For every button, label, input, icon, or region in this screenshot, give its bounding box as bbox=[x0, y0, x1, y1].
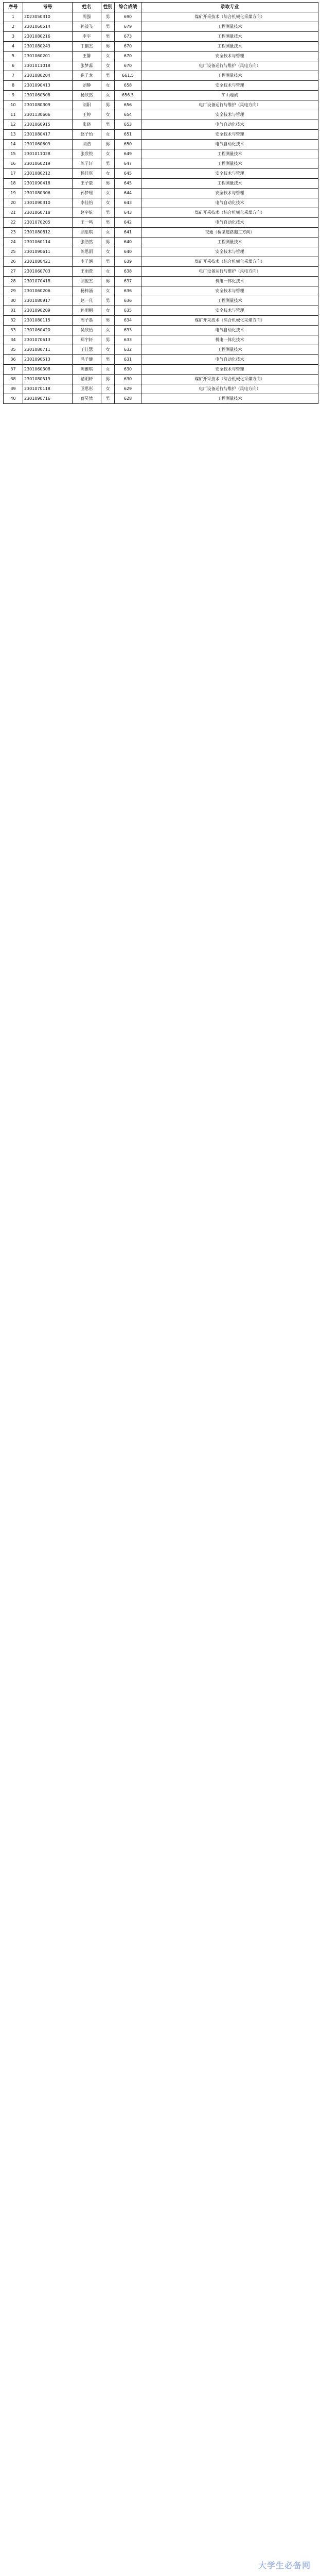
cell-gender: 男 bbox=[101, 316, 115, 326]
table-row bbox=[4, 394, 318, 404]
cell-major: 煤矿开采技术（综合机械化采煤方向） bbox=[141, 12, 318, 22]
cell-score: 639 bbox=[115, 257, 141, 267]
cell-exam-number: 2301060514 bbox=[23, 22, 73, 32]
cell-score: 632 bbox=[115, 345, 141, 355]
cell-gender: 女 bbox=[101, 130, 115, 140]
cell-name: 丁鹏杰 bbox=[73, 42, 101, 52]
cell-index: 16 bbox=[4, 159, 23, 169]
cell-name: 王婷 bbox=[73, 110, 101, 120]
cell-major: 工程测量技术 bbox=[141, 149, 318, 159]
cell-index: 17 bbox=[4, 169, 23, 179]
cell-name: 赵一凡 bbox=[73, 296, 101, 306]
cell-exam-number: 2301080115 bbox=[23, 316, 73, 326]
table-row bbox=[4, 326, 318, 335]
cell-major: 煤矿开采技术（综合机械化采煤方向） bbox=[141, 257, 318, 267]
cell-exam-number: 2301060201 bbox=[23, 52, 73, 61]
cell-name: 王一鸣 bbox=[73, 218, 101, 228]
admission-table bbox=[3, 2, 318, 404]
cell-exam-number: 2301130606 bbox=[23, 110, 73, 120]
cell-major: 电气自动化技术 bbox=[141, 198, 318, 208]
table-row bbox=[4, 100, 318, 110]
cell-index: 7 bbox=[4, 71, 23, 81]
cell-score: 634 bbox=[115, 316, 141, 326]
cell-gender: 女 bbox=[101, 52, 115, 61]
cell-exam-number: 2301060609 bbox=[23, 140, 73, 149]
cell-exam-number: 2301060114 bbox=[23, 238, 73, 247]
cell-major: 工程测量技术 bbox=[141, 42, 318, 52]
table-row bbox=[4, 179, 318, 189]
cell-score: 643 bbox=[115, 208, 141, 218]
cell-gender: 男 bbox=[101, 375, 115, 384]
cell-score: 633 bbox=[115, 326, 141, 335]
cell-major: 交通（桥梁道路施工方向） bbox=[141, 228, 318, 238]
table-row bbox=[4, 257, 318, 267]
table-row bbox=[4, 296, 318, 306]
cell-name: 卫思彤 bbox=[73, 384, 101, 394]
cell-index: 9 bbox=[4, 91, 23, 100]
cell-score: 631 bbox=[115, 355, 141, 365]
cell-index: 32 bbox=[4, 316, 23, 326]
cell-gender: 男 bbox=[101, 179, 115, 189]
cell-major: 安全技术与管理 bbox=[141, 169, 318, 179]
cell-name: 陈思雨 bbox=[73, 247, 101, 257]
cell-exam-number: 2301090716 bbox=[23, 394, 73, 404]
cell-index: 11 bbox=[4, 110, 23, 120]
table-row bbox=[4, 238, 318, 247]
cell-gender: 女 bbox=[101, 91, 115, 100]
cell-major: 机电一体化技术 bbox=[141, 335, 318, 345]
table-row bbox=[4, 345, 318, 355]
cell-major: 电气自动化技术 bbox=[141, 218, 318, 228]
cell-major: 安全技术与管理 bbox=[141, 189, 318, 198]
cell-major: 工程测量技术 bbox=[141, 22, 318, 32]
cell-exam-number: 2301080306 bbox=[23, 189, 73, 198]
cell-index: 14 bbox=[4, 140, 23, 149]
cell-index: 20 bbox=[4, 198, 23, 208]
cell-exam-number: 2301060703 bbox=[23, 267, 73, 277]
cell-score: 637 bbox=[115, 277, 141, 286]
cell-name: 刘阳 bbox=[73, 100, 101, 110]
table-row bbox=[4, 120, 318, 130]
cell-name: 冯子健 bbox=[73, 355, 101, 365]
cell-major: 工程测量技术 bbox=[141, 238, 318, 247]
header-gender: 性别 bbox=[101, 3, 115, 12]
cell-name: 刘思琪 bbox=[73, 228, 101, 238]
cell-major: 煤矿开采技术（综合机械化采煤方向） bbox=[141, 208, 318, 218]
table-row bbox=[4, 208, 318, 218]
cell-name: 王子豪 bbox=[73, 179, 101, 189]
cell-name: 李佳怡 bbox=[73, 198, 101, 208]
cell-index: 36 bbox=[4, 355, 23, 365]
cell-exam-number: 2301070418 bbox=[23, 277, 73, 286]
cell-score: 630 bbox=[115, 365, 141, 375]
cell-index: 18 bbox=[4, 179, 23, 189]
cell-index: 13 bbox=[4, 130, 23, 140]
cell-score: 643 bbox=[115, 198, 141, 208]
cell-index: 35 bbox=[4, 345, 23, 355]
cell-index: 22 bbox=[4, 218, 23, 228]
cell-index: 25 bbox=[4, 247, 23, 257]
cell-exam-number: 2301070205 bbox=[23, 218, 73, 228]
table-row bbox=[4, 228, 318, 238]
cell-score: 629 bbox=[115, 384, 141, 394]
cell-score: 641 bbox=[115, 228, 141, 238]
cell-gender: 男 bbox=[101, 22, 115, 32]
cell-index: 30 bbox=[4, 296, 23, 306]
cell-exam-number: 2301070118 bbox=[23, 384, 73, 394]
cell-score: 645 bbox=[115, 179, 141, 189]
table-row bbox=[4, 365, 318, 375]
table-row bbox=[4, 140, 318, 149]
cell-index: 27 bbox=[4, 267, 23, 277]
cell-gender: 女 bbox=[101, 110, 115, 120]
table-row bbox=[4, 375, 318, 384]
cell-index: 24 bbox=[4, 238, 23, 247]
table-row bbox=[4, 335, 318, 345]
table-row bbox=[4, 355, 318, 365]
table-row bbox=[4, 130, 318, 140]
cell-gender: 男 bbox=[101, 296, 115, 306]
cell-index: 19 bbox=[4, 189, 23, 198]
cell-gender: 男 bbox=[101, 335, 115, 345]
cell-exam-number: 2301080212 bbox=[23, 169, 73, 179]
cell-name: 王馨 bbox=[73, 52, 101, 61]
cell-name: 王雨萱 bbox=[73, 267, 101, 277]
table-row bbox=[4, 12, 318, 22]
cell-name: 李宇 bbox=[73, 32, 101, 42]
table-row bbox=[4, 189, 318, 198]
cell-exam-number: 2301080917 bbox=[23, 296, 73, 306]
cell-exam-number: 2301080309 bbox=[23, 100, 73, 110]
cell-gender: 男 bbox=[101, 140, 115, 149]
cell-major: 电厂设备运行与维护（风电方向） bbox=[141, 384, 318, 394]
cell-index: 21 bbox=[4, 208, 23, 218]
cell-major: 电气自动化技术 bbox=[141, 140, 318, 149]
cell-name: 刘静 bbox=[73, 81, 101, 91]
cell-exam-number: 2301090418 bbox=[23, 179, 73, 189]
cell-gender: 女 bbox=[101, 384, 115, 394]
cell-name: 赵宇航 bbox=[73, 208, 101, 218]
cell-major: 工程测量技术 bbox=[141, 32, 318, 42]
cell-index: 2 bbox=[4, 22, 23, 32]
cell-name: 刘俊杰 bbox=[73, 277, 101, 286]
cell-name: 孙梦瑶 bbox=[73, 189, 101, 198]
cell-gender: 男 bbox=[101, 100, 115, 110]
cell-exam-number: 2301080812 bbox=[23, 228, 73, 238]
cell-exam-number: 2301080421 bbox=[23, 257, 73, 267]
cell-major: 煤矿开采技术（综合机械化采煤方向） bbox=[141, 316, 318, 326]
cell-gender: 男 bbox=[101, 159, 115, 169]
cell-major: 电气自动化技术 bbox=[141, 355, 318, 365]
table-row bbox=[4, 198, 318, 208]
cell-name: 褚明轩 bbox=[73, 375, 101, 384]
table-row bbox=[4, 267, 318, 277]
cell-score: 647 bbox=[115, 159, 141, 169]
table-row bbox=[4, 247, 318, 257]
table-row bbox=[4, 159, 318, 169]
cell-score: 628 bbox=[115, 394, 141, 404]
table-row bbox=[4, 61, 318, 71]
cell-index: 33 bbox=[4, 326, 23, 335]
cell-index: 1 bbox=[4, 12, 23, 22]
cell-score: 653 bbox=[115, 120, 141, 130]
cell-exam-number: 2301090209 bbox=[23, 306, 73, 316]
cell-name: 赵子怡 bbox=[73, 130, 101, 140]
cell-exam-number: 2023050310 bbox=[23, 12, 73, 22]
cell-score: 656.5 bbox=[115, 91, 141, 100]
cell-major: 电厂设备运行与维护（风电方向） bbox=[141, 267, 318, 277]
table-row bbox=[4, 110, 318, 120]
cell-score: 670 bbox=[115, 61, 141, 71]
cell-score: 654 bbox=[115, 110, 141, 120]
cell-gender: 男 bbox=[101, 218, 115, 228]
table-row bbox=[4, 149, 318, 159]
cell-major: 工程测量技术 bbox=[141, 159, 318, 169]
cell-exam-number: 2301090611 bbox=[23, 247, 73, 257]
cell-index: 23 bbox=[4, 228, 23, 238]
cell-major: 电气自动化技术 bbox=[141, 326, 318, 335]
cell-gender: 女 bbox=[101, 326, 115, 335]
cell-score: 638 bbox=[115, 267, 141, 277]
cell-exam-number: 2301080417 bbox=[23, 130, 73, 140]
cell-score: 635 bbox=[115, 306, 141, 316]
cell-major: 安全技术与管理 bbox=[141, 247, 318, 257]
cell-gender: 男 bbox=[101, 355, 115, 365]
cell-exam-number: 2301060420 bbox=[23, 326, 73, 335]
cell-score: 670 bbox=[115, 42, 141, 52]
cell-major: 工程测量技术 bbox=[141, 345, 318, 355]
cell-index: 12 bbox=[4, 120, 23, 130]
cell-name: 郑宇轩 bbox=[73, 335, 101, 345]
cell-score: 644 bbox=[115, 189, 141, 198]
table-row bbox=[4, 52, 318, 61]
cell-gender: 女 bbox=[101, 81, 115, 91]
cell-name: 王佳慧 bbox=[73, 345, 101, 355]
cell-index: 28 bbox=[4, 277, 23, 286]
cell-index: 5 bbox=[4, 52, 23, 61]
cell-index: 26 bbox=[4, 257, 23, 267]
table-row bbox=[4, 316, 318, 326]
header-row bbox=[4, 3, 318, 12]
cell-exam-number: 2301080711 bbox=[23, 345, 73, 355]
cell-score: 650 bbox=[115, 140, 141, 149]
cell-gender: 男 bbox=[101, 238, 115, 247]
cell-gender: 男 bbox=[101, 12, 115, 22]
cell-index: 31 bbox=[4, 306, 23, 316]
cell-index: 3 bbox=[4, 32, 23, 42]
cell-index: 39 bbox=[4, 384, 23, 394]
cell-name: 张晓 bbox=[73, 120, 101, 130]
cell-exam-number: 2301011018 bbox=[23, 61, 73, 71]
cell-exam-number: 2301080243 bbox=[23, 42, 73, 52]
table-row bbox=[4, 286, 318, 296]
cell-gender: 男 bbox=[101, 71, 115, 81]
cell-gender: 女 bbox=[101, 247, 115, 257]
cell-exam-number: 2301060718 bbox=[23, 208, 73, 218]
table-row bbox=[4, 306, 318, 316]
table-row bbox=[4, 218, 318, 228]
cell-gender: 女 bbox=[101, 189, 115, 198]
table-row bbox=[4, 81, 318, 91]
cell-score: 633 bbox=[115, 335, 141, 345]
cell-major: 煤矿开采技术（综合机械化采煤方向） bbox=[141, 375, 318, 384]
cell-major: 机电一体化技术 bbox=[141, 277, 318, 286]
table-row bbox=[4, 42, 318, 52]
cell-name: 蒋昊然 bbox=[73, 394, 101, 404]
cell-name: 孙雨桐 bbox=[73, 306, 101, 316]
table-row bbox=[4, 22, 318, 32]
table-row bbox=[4, 91, 318, 100]
cell-exam-number: 2301070613 bbox=[23, 335, 73, 345]
cell-major: 工程测量技术 bbox=[141, 394, 318, 404]
cell-score: 640 bbox=[115, 238, 141, 247]
cell-score: 656 bbox=[115, 100, 141, 110]
cell-exam-number: 2301060219 bbox=[23, 159, 73, 169]
cell-gender: 男 bbox=[101, 120, 115, 130]
cell-index: 10 bbox=[4, 100, 23, 110]
cell-index: 4 bbox=[4, 42, 23, 52]
table-row bbox=[4, 169, 318, 179]
cell-exam-number: 2301060915 bbox=[23, 120, 73, 130]
cell-gender: 女 bbox=[101, 169, 115, 179]
cell-score: 636 bbox=[115, 296, 141, 306]
cell-gender: 女 bbox=[101, 61, 115, 71]
cell-major: 电厂设备运行与维护（风电方向） bbox=[141, 100, 318, 110]
cell-name: 杨梓涵 bbox=[73, 286, 101, 296]
cell-name: 李子涵 bbox=[73, 257, 101, 267]
cell-index: 15 bbox=[4, 149, 23, 159]
cell-name: 张欣悦 bbox=[73, 149, 101, 159]
cell-score: 690 bbox=[115, 12, 141, 22]
header-major: 录取专业 bbox=[141, 3, 318, 12]
cell-gender: 女 bbox=[101, 198, 115, 208]
cell-major: 工程测量技术 bbox=[141, 179, 318, 189]
cell-name: 陈雅琪 bbox=[73, 365, 101, 375]
cell-gender: 女 bbox=[101, 149, 115, 159]
cell-name: 孙毅飞 bbox=[73, 22, 101, 32]
cell-major: 安全技术与管理 bbox=[141, 52, 318, 61]
header-score: 综合成绩 bbox=[115, 3, 141, 12]
cell-score: 645 bbox=[115, 169, 141, 179]
cell-gender: 男 bbox=[101, 257, 115, 267]
cell-exam-number: 2301090310 bbox=[23, 198, 73, 208]
cell-name: 吴欣怡 bbox=[73, 326, 101, 335]
table-row bbox=[4, 32, 318, 42]
cell-score: 651 bbox=[115, 130, 141, 140]
cell-exam-number: 2301080204 bbox=[23, 71, 73, 81]
table-row bbox=[4, 384, 318, 394]
cell-index: 8 bbox=[4, 81, 23, 91]
header-name: 姓名 bbox=[73, 3, 101, 12]
cell-name: 崔子龙 bbox=[73, 71, 101, 81]
table-row bbox=[4, 71, 318, 81]
cell-name: 杨佳琪 bbox=[73, 169, 101, 179]
cell-score: 640 bbox=[115, 247, 141, 257]
cell-name: 刘浩 bbox=[73, 140, 101, 149]
cell-gender: 女 bbox=[101, 286, 115, 296]
cell-major: 矿山地质 bbox=[141, 91, 318, 100]
cell-gender: 女 bbox=[101, 267, 115, 277]
cell-name: 张梦蕊 bbox=[73, 61, 101, 71]
cell-score: 636 bbox=[115, 286, 141, 296]
cell-major: 安全技术与管理 bbox=[141, 286, 318, 296]
cell-index: 38 bbox=[4, 375, 23, 384]
cell-gender: 女 bbox=[101, 228, 115, 238]
cell-gender: 男 bbox=[101, 42, 115, 52]
cell-index: 37 bbox=[4, 365, 23, 375]
cell-major: 电厂设备运行与维护（风电方向） bbox=[141, 61, 318, 71]
table-row bbox=[4, 277, 318, 286]
watermark-logo: 大学生必备网 bbox=[258, 2561, 311, 2570]
cell-major: 安全技术与管理 bbox=[141, 306, 318, 316]
cell-gender: 女 bbox=[101, 345, 115, 355]
cell-name: 周子墨 bbox=[73, 316, 101, 326]
cell-score: 673 bbox=[115, 32, 141, 42]
cell-exam-number: 2301011028 bbox=[23, 149, 73, 159]
cell-gender: 男 bbox=[101, 277, 115, 286]
cell-score: 642 bbox=[115, 218, 141, 228]
cell-major: 安全技术与管理 bbox=[141, 110, 318, 120]
cell-score: 649 bbox=[115, 149, 141, 159]
header-index: 序号 bbox=[4, 3, 23, 12]
cell-major: 安全技术与管理 bbox=[141, 365, 318, 375]
cell-exam-number: 2301090413 bbox=[23, 81, 73, 91]
cell-score: 670 bbox=[115, 52, 141, 61]
cell-index: 40 bbox=[4, 394, 23, 404]
cell-major: 电气自动化技术 bbox=[141, 120, 318, 130]
cell-exam-number: 2301060206 bbox=[23, 286, 73, 296]
cell-score: 630 bbox=[115, 375, 141, 384]
cell-exam-number: 2301090513 bbox=[23, 355, 73, 365]
cell-gender: 男 bbox=[101, 32, 115, 42]
cell-gender: 女 bbox=[101, 365, 115, 375]
cell-major: 工程测量技术 bbox=[141, 71, 318, 81]
cell-name: 陈子轩 bbox=[73, 159, 101, 169]
cell-score: 661.5 bbox=[115, 71, 141, 81]
cell-exam-number: 2301080216 bbox=[23, 32, 73, 42]
cell-index: 29 bbox=[4, 286, 23, 296]
cell-gender: 女 bbox=[101, 306, 115, 316]
header-exam-number: 考号 bbox=[23, 3, 73, 12]
cell-name: 张浩然 bbox=[73, 238, 101, 247]
cell-gender: 男 bbox=[101, 208, 115, 218]
cell-exam-number: 2301060508 bbox=[23, 91, 73, 100]
cell-major: 安全技术与管理 bbox=[141, 81, 318, 91]
cell-score: 679 bbox=[115, 22, 141, 32]
cell-score: 658 bbox=[115, 81, 141, 91]
cell-exam-number: 2301080519 bbox=[23, 375, 73, 384]
cell-exam-number: 2301060308 bbox=[23, 365, 73, 375]
cell-major: 工程测量技术 bbox=[141, 296, 318, 306]
cell-name: 周强 bbox=[73, 12, 101, 22]
cell-index: 34 bbox=[4, 335, 23, 345]
cell-major: 安全技术与管理 bbox=[141, 130, 318, 140]
cell-gender: 男 bbox=[101, 394, 115, 404]
cell-name: 杨欣然 bbox=[73, 91, 101, 100]
cell-index: 6 bbox=[4, 61, 23, 71]
